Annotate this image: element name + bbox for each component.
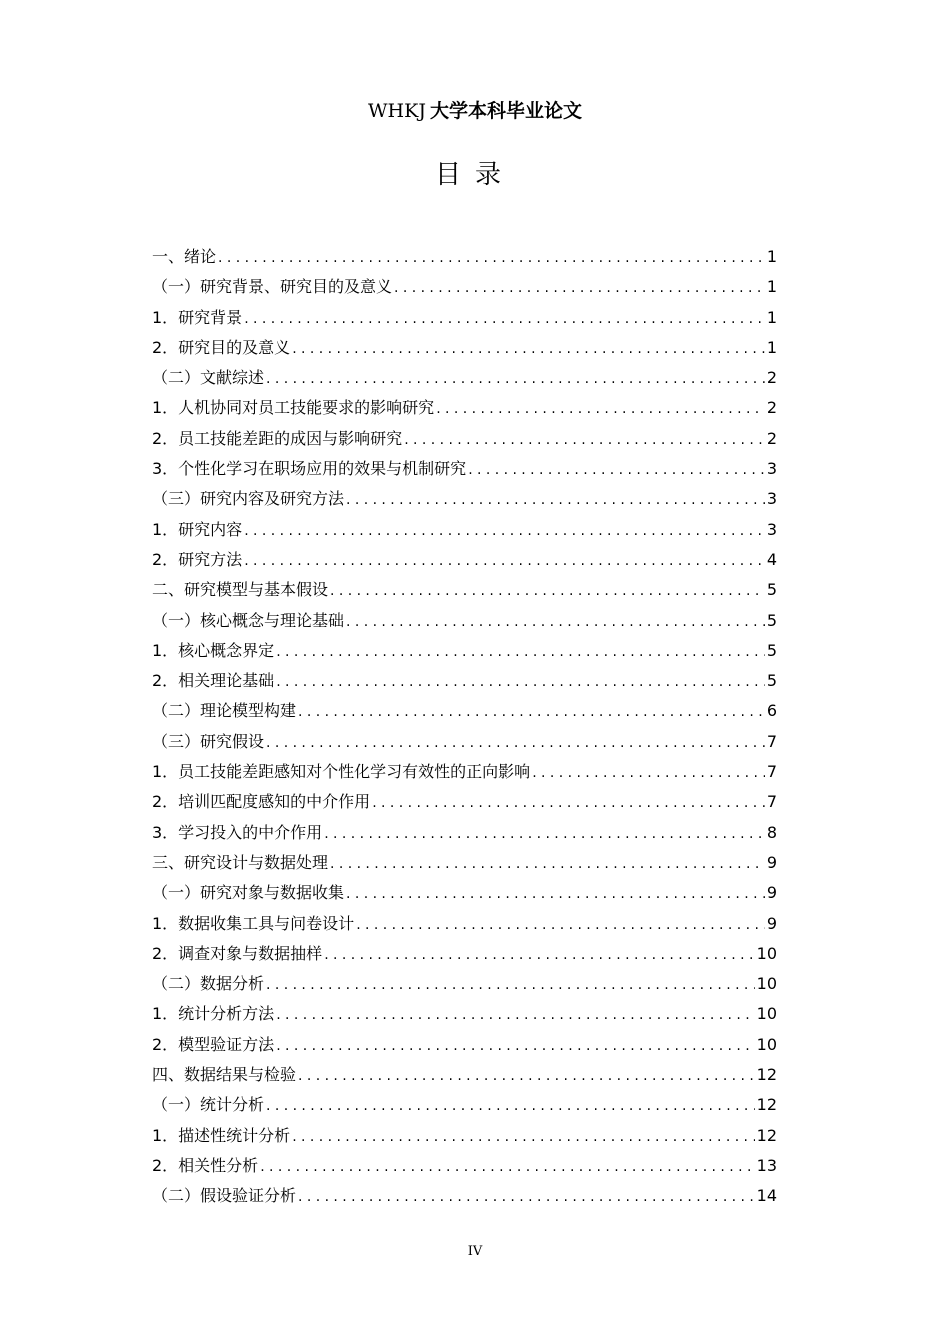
toc-entry-page: 10	[756, 974, 777, 994]
toc-leader-dots	[242, 553, 765, 569]
toc-leader-dots	[530, 765, 765, 781]
toc-entry-title: 1．数据收集工具与问卷设计	[152, 913, 355, 933]
toc-entry-title: 2．相关理论基础	[152, 671, 275, 691]
toc-entry-title: 1．描述性统计分析	[152, 1125, 291, 1145]
toc-entry-page: 13	[756, 1155, 777, 1175]
toc-leader-dots	[264, 1098, 755, 1114]
toc-leader-dots	[274, 644, 765, 660]
toc-entry-page: 7	[766, 792, 777, 812]
toc-leader-dots	[274, 1038, 754, 1054]
toc-entry-page: 4	[766, 549, 777, 569]
page-number: IV	[467, 1244, 483, 1259]
toc-entry-title: 四、数据结果与检验	[152, 1065, 297, 1085]
toc-entry[interactable]	[152, 759, 777, 789]
toc-entry-title: （三）研究内容及研究方法	[152, 489, 345, 509]
toc-entry[interactable]	[152, 638, 777, 668]
toc-entry-page: 2	[766, 398, 777, 418]
toc-entry-page: 3	[766, 489, 777, 509]
toc-entry[interactable]	[152, 274, 777, 304]
toc-entry[interactable]	[152, 971, 777, 1001]
toc-entry[interactable]	[152, 426, 777, 456]
toc-entry-page: 12	[756, 1125, 777, 1145]
toc-entry-title: 2．相关性分析	[152, 1155, 259, 1175]
toc-entry[interactable]	[152, 1062, 777, 1092]
toc-entry-page: 9	[766, 852, 777, 872]
toc-entry[interactable]	[152, 1092, 777, 1122]
toc-entry-page: 12	[756, 1095, 777, 1115]
toc-entry-title: 1．核心概念界定	[152, 640, 275, 660]
toc-entry[interactable]	[152, 305, 777, 335]
toc-entry-title: 2．员工技能差距的成因与影响研究	[152, 428, 403, 448]
toc-entry-title: （一）研究对象与数据收集	[152, 883, 345, 903]
toc-entry-page: 12	[756, 1065, 777, 1085]
toc-entry[interactable]	[152, 1001, 777, 1031]
toc-entry-page: 5	[766, 640, 777, 660]
toc-entry-page: 5	[766, 671, 777, 691]
toc-entry-title: 3．学习投入的中介作用	[152, 822, 323, 842]
toc-entry[interactable]	[152, 850, 777, 880]
toc-entry[interactable]	[152, 486, 777, 516]
toc-leader-dots	[242, 311, 765, 327]
toc-entry-page: 7	[766, 762, 777, 782]
toc-title: 目录	[434, 160, 515, 190]
toc-entry-title: （二）数据分析	[152, 974, 265, 994]
toc-entry-page: 7	[766, 731, 777, 751]
toc-leader-dots	[344, 492, 765, 508]
toc-entry-title: 1．统计分析方法	[152, 1004, 275, 1024]
toc-entry[interactable]	[152, 820, 777, 850]
toc-entry-page: 14	[756, 1186, 777, 1206]
toc-entry-page: 1	[766, 277, 777, 297]
toc-entry[interactable]	[152, 668, 777, 698]
toc-leader-dots	[328, 583, 765, 599]
toc-entry-page: 10	[756, 1004, 777, 1024]
toc-entry-page: 9	[766, 913, 777, 933]
table-of-contents	[152, 244, 777, 1214]
toc-entry[interactable]	[152, 547, 777, 577]
toc-entry-title: 二、研究模型与基本假设	[152, 580, 329, 600]
toc-leader-dots	[370, 795, 765, 811]
running-header	[0, 96, 950, 123]
toc-leader-dots	[354, 917, 765, 933]
toc-entry[interactable]	[152, 577, 777, 607]
toc-entry-page: 1	[766, 307, 777, 327]
toc-leader-dots	[290, 341, 765, 357]
toc-entry-title: （二）理论模型构建	[152, 701, 297, 721]
toc-leader-dots	[274, 674, 765, 690]
toc-entry[interactable]	[152, 880, 777, 910]
toc-entry-title: （一）核心概念与理论基础	[152, 610, 345, 630]
toc-entry[interactable]	[152, 941, 777, 971]
toc-entry[interactable]	[152, 1183, 777, 1213]
toc-entry-title: 2．模型验证方法	[152, 1034, 275, 1054]
toc-entry-title: （二）假设验证分析	[152, 1186, 297, 1206]
toc-leader-dots	[322, 826, 765, 842]
toc-entry[interactable]	[152, 517, 777, 547]
toc-entry-page: 3	[766, 459, 777, 479]
toc-entry-page: 3	[766, 519, 777, 539]
toc-leader-dots	[402, 432, 765, 448]
toc-entry[interactable]	[152, 1123, 777, 1153]
toc-entry-title: 1．研究背景	[152, 307, 243, 327]
toc-leader-dots	[216, 250, 765, 266]
toc-entry-title: 2．研究方法	[152, 549, 243, 569]
toc-entry-page: 8	[766, 822, 777, 842]
toc-entry[interactable]	[152, 1032, 777, 1062]
toc-entry-page: 10	[756, 1034, 777, 1054]
toc-leader-dots	[296, 1068, 755, 1084]
toc-entry[interactable]	[152, 395, 777, 425]
toc-leader-dots	[344, 614, 765, 630]
toc-entry-title: 三、研究设计与数据处理	[152, 852, 329, 872]
toc-leader-dots	[392, 280, 765, 296]
toc-entry-title: 一、绪论	[152, 247, 217, 266]
toc-leader-dots	[290, 1129, 754, 1145]
toc-entry-page: 2	[766, 368, 777, 388]
toc-entry[interactable]	[152, 729, 777, 759]
toc-leader-dots	[274, 1007, 754, 1023]
toc-leader-dots	[296, 704, 765, 720]
toc-entry-page: 9	[766, 883, 777, 903]
toc-entry-title: 3．个性化学习在职场应用的效果与机制研究	[152, 459, 467, 479]
toc-entry[interactable]	[152, 335, 777, 365]
toc-leader-dots	[328, 856, 765, 872]
toc-entry-page: 10	[756, 943, 777, 963]
toc-entry-page: 2	[766, 428, 777, 448]
toc-entry-page: 1	[766, 337, 777, 357]
toc-entry[interactable]	[152, 789, 777, 819]
toc-leader-dots	[258, 1159, 754, 1175]
toc-entry-page: 6	[766, 701, 777, 721]
toc-entry-page: 5	[766, 610, 777, 630]
toc-entry-title: 2．培训匹配度感知的中介作用	[152, 792, 371, 812]
toc-leader-dots	[264, 371, 765, 387]
toc-entry[interactable]	[152, 608, 777, 638]
toc-entry-title: 1．员工技能差距感知对个性化学习有效性的正向影响	[152, 762, 531, 782]
header-title: 大学本科毕业论文	[429, 100, 582, 122]
toc-entry-title: 1．研究内容	[152, 519, 243, 539]
toc-entry-title: （一）统计分析	[152, 1095, 265, 1115]
toc-leader-dots	[296, 1189, 755, 1205]
toc-entry[interactable]	[152, 456, 777, 486]
toc-leader-dots	[344, 886, 765, 902]
toc-entry[interactable]	[152, 365, 777, 395]
toc-entry-page: 1	[766, 247, 777, 266]
toc-leader-dots	[242, 523, 765, 539]
toc-entry-title: （一）研究背景、研究目的及意义	[152, 277, 393, 297]
toc-leader-dots	[466, 462, 765, 478]
toc-entry-page: 5	[766, 580, 777, 600]
toc-entry[interactable]	[152, 698, 777, 728]
toc-leader-dots	[264, 977, 755, 993]
toc-entry[interactable]	[152, 244, 777, 274]
toc-leader-dots	[322, 947, 754, 963]
toc-leader-dots	[434, 401, 765, 417]
toc-entry-title: 2．调查对象与数据抽样	[152, 943, 323, 963]
toc-entry-title: （二）文献综述	[152, 368, 265, 388]
toc-entry[interactable]	[152, 1153, 777, 1183]
toc-leader-dots	[264, 735, 765, 751]
toc-entry-title: 2．研究目的及意义	[152, 337, 291, 357]
toc-entry[interactable]	[152, 911, 777, 941]
toc-entry-title: （三）研究假设	[152, 731, 265, 751]
toc-entry-title: 1．人机协同对员工技能要求的影响研究	[152, 398, 435, 418]
header-latin: WHKJ	[368, 100, 426, 122]
